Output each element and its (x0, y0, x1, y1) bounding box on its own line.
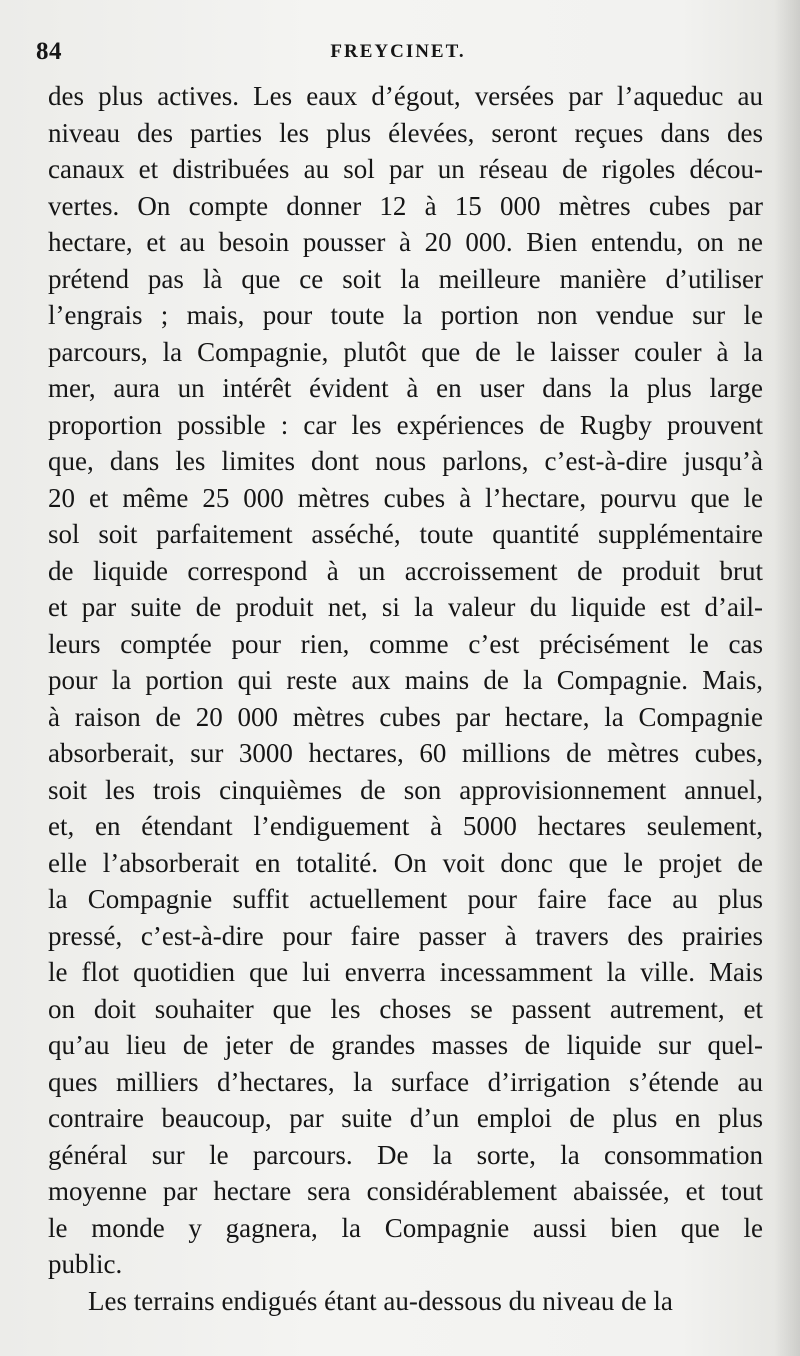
page-number: 84 (36, 38, 62, 65)
text-line: on doit souhaiter que les choses se passent autrement, et (48, 993, 763, 1024)
text-line: et par suite de produit net, si la valeur du liquide est d’ail- (48, 592, 763, 622)
text-line: elle l’absorberait en totalité. On voit donc que le projet de (48, 847, 763, 878)
text-line: le flot quotidien que lui enverra incessamment la ville. Mais (48, 957, 763, 987)
text-line: vertes. On compte donner 12 à 15 000 mètres cubes par (48, 190, 763, 221)
text-line: leurs comptée pour rien, comme c’est précisément le cas (48, 628, 763, 659)
body-text (48, 78, 763, 1319)
paragraph (48, 1283, 763, 1320)
text-line: canaux et distribuées au sol par un réseau de rigoles décou- (48, 154, 763, 184)
text-line: l’engrais ; mais, pour toute la portion non vendue sur le (48, 300, 763, 330)
text-line: général sur le parcours. De la sorte, la consommation (48, 1139, 763, 1170)
text-line: public. (48, 1249, 123, 1279)
text-line: 20 et même 25 000 mètres cubes à l’hectare, pourvu que le (48, 482, 763, 513)
page-header (36, 38, 760, 68)
text-line: contraire beaucoup, par suite d’un emploi de plus en plus (48, 1103, 763, 1133)
text-line: niveau des parties les plus élevées, seront reçues dans des (48, 117, 763, 148)
text-line: sol soit parfaitement asséché, toute quantité supplémentaire (48, 519, 763, 549)
text-line: hectare, et au besoin pousser à 20 000. Bien entendu, on ne (48, 227, 763, 257)
page-edge-shadow (774, 0, 800, 1356)
paragraph (48, 78, 763, 1283)
text-line: à raison de 20 000 mètres cubes par hectare, la Compagnie (48, 701, 763, 732)
text-line: qu’au lieu de jeter de grandes masses de liquide sur quel- (48, 1030, 763, 1060)
text-line: et, en étendant l’endiguement à 5000 hectares seulement, (48, 811, 763, 841)
text-line: des plus actives. Les eaux d’égout, versées par l’aqueduc au (48, 81, 763, 111)
text-line: la Compagnie suffit actuellement pour faire face au plus (48, 884, 763, 914)
text-line: soit les trois cinquièmes de son approvisionnement annuel, (48, 774, 763, 805)
text-line: moyenne par hectare sera considérablement abaissée, et tout (48, 1176, 763, 1206)
text-line: pour la portion qui reste aux mains de la Compagnie. Mais, (48, 665, 763, 695)
text-line: de liquide correspond à un accroissement de produit brut (48, 555, 763, 586)
text-line: mer, aura un intérêt évident à en user dans la plus large (48, 373, 763, 403)
running-title: FREYCINET. (330, 41, 466, 62)
text-line: pressé, c’est-à-dire pour faire passer à travers des prairies (48, 920, 763, 951)
text-line: parcours, la Compagnie, plutôt que de le laisser couler à la (48, 336, 763, 367)
text-line: ques milliers d’hectares, la surface d’irrigation s’étende au (48, 1066, 763, 1097)
text-line: proportion possible : car les expériences de Rugby prouvent (48, 409, 763, 440)
text-line: que, dans les limites dont nous parlons, c’est-à-dire jusqu’à (48, 446, 763, 476)
text-line: Les terrains endigués étant au-dessous du niveau de la (88, 1285, 673, 1316)
text-line: le monde y gagnera, la Compagnie aussi bien que le (48, 1212, 763, 1243)
text-line: absorberait, sur 3000 hectares, 60 millions de mètres cubes, (48, 738, 763, 768)
text-line: prétend pas là que ce soit la meilleure manière d’utiliser (48, 263, 763, 294)
